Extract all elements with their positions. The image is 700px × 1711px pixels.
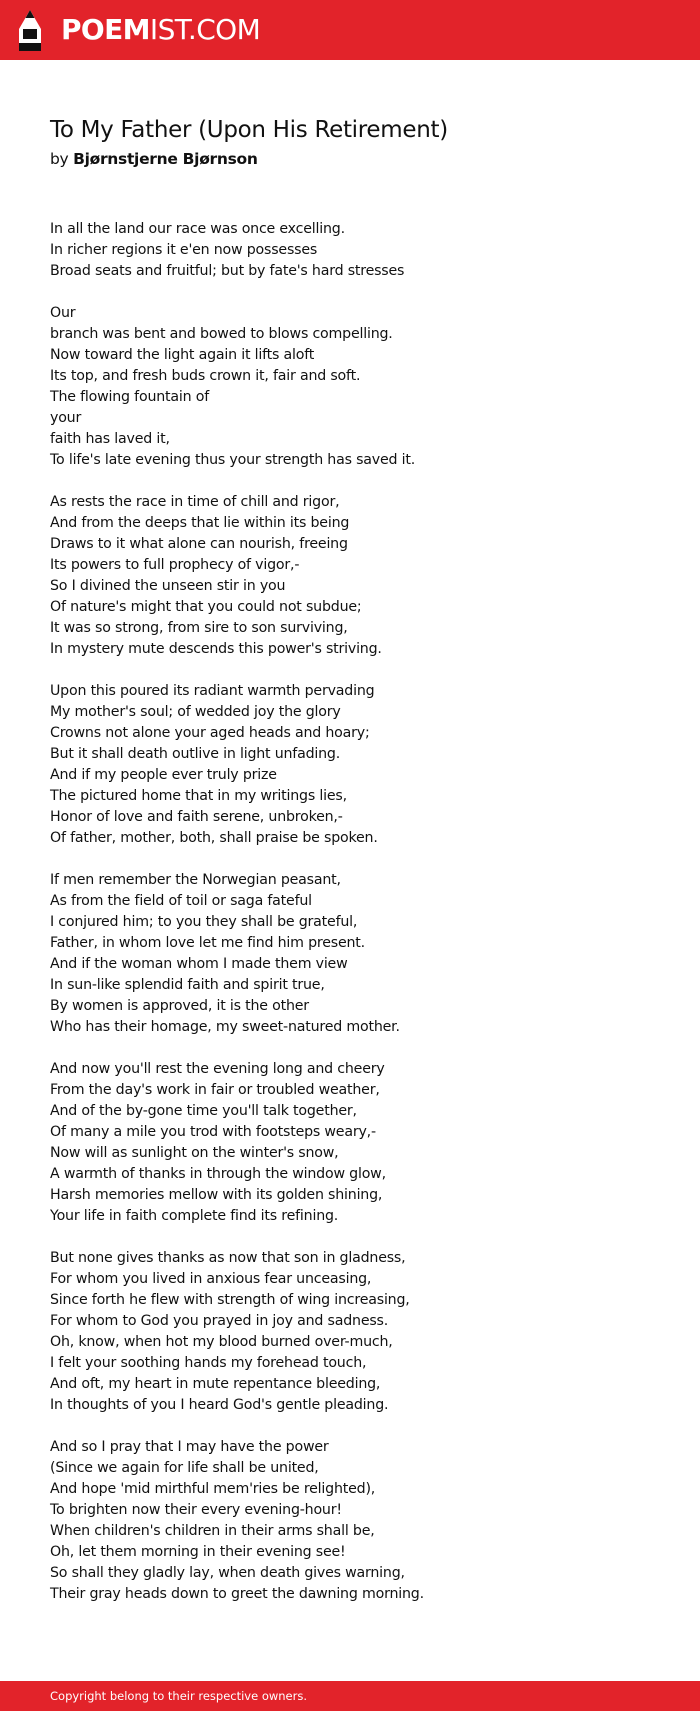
- byline: [50, 148, 258, 170]
- poem-line: As from the field of toil or saga fateful: [50, 893, 312, 909]
- poem-line: Oh, let them morning in their evening see!: [50, 1544, 346, 1560]
- poem-line: Its powers to full prophecy of vigor,-: [50, 557, 300, 573]
- site-footer: [0, 1681, 700, 1711]
- poem-line: branch was bent and bowed to blows compelling.: [50, 326, 393, 342]
- poem-line: And if my people ever truly prize: [50, 767, 277, 783]
- poem-line: And now you'll rest the evening long and cheery: [50, 1061, 385, 1077]
- stanza: [50, 1248, 670, 1416]
- poem-line: Since forth he flew with strength of wing increasing,: [50, 1292, 410, 1308]
- poem-line: Oh, know, when hot my blood burned over-much,: [50, 1334, 393, 1350]
- poem-line: Its top, and fresh buds crown it, fair and soft.: [50, 368, 361, 384]
- poem-line: In richer regions it e'en now possesses: [50, 242, 318, 258]
- poem-line: Our: [50, 305, 76, 321]
- poem-line: Of nature's might that you could not subdue;: [50, 599, 362, 615]
- poem-line: And hope 'mid mirthful mem'ries be relighted),: [50, 1481, 376, 1497]
- poem-line: For whom you lived in anxious fear unceasing,: [50, 1271, 372, 1287]
- pencil-logo-icon[interactable]: [17, 9, 43, 52]
- poem-line: A warmth of thanks in through the window glow,: [50, 1166, 386, 1182]
- poem-line: In sun-like splendid faith and spirit true,: [50, 977, 325, 993]
- poem-line: faith has laved it,: [50, 431, 170, 447]
- poem-line: Broad seats and fruitful; but by fate's hard stresses: [50, 263, 405, 279]
- poem-line: My mother's soul; of wedded joy the glory: [50, 704, 341, 720]
- poem-line: To life's late evening thus your strength has saved it.: [50, 452, 416, 468]
- poem-line: In all the land our race was once excelling.: [50, 221, 345, 237]
- poem-line: So shall they gladly lay, when death gives warning,: [50, 1565, 405, 1581]
- poem-line: It was so strong, from sire to son surviving,: [50, 620, 348, 636]
- poem-line: In mystery mute descends this power's striving.: [50, 641, 382, 657]
- poem-line: I conjured him; to you they shall be grateful,: [50, 914, 358, 930]
- poem-line: your: [50, 410, 82, 426]
- poem-line: And so I pray that I may have the power: [50, 1439, 329, 1455]
- poem-body: [50, 219, 670, 1626]
- poem-line: In thoughts of you I heard God's gentle pleading.: [50, 1397, 389, 1413]
- poem-line: Honor of love and faith serene, unbroken,-: [50, 809, 343, 825]
- poem-line: Crowns not alone your aged heads and hoary;: [50, 725, 370, 741]
- stanza: [50, 681, 670, 849]
- poem-line: And from the deeps that lie within its being: [50, 515, 350, 531]
- poem-line: For whom to God you prayed in joy and sadness.: [50, 1313, 389, 1329]
- poem-title: To My Father (Upon His Retirement): [50, 117, 448, 143]
- poem-line: If men remember the Norwegian peasant,: [50, 872, 341, 888]
- by-label: by: [50, 150, 69, 168]
- poem-line: Draws to it what alone can nourish, freeing: [50, 536, 348, 552]
- stanza: [50, 303, 670, 471]
- poem-line: Upon this poured its radiant warmth pervading: [50, 683, 375, 699]
- poem-line: Now will as sunlight on the winter's snow,: [50, 1145, 339, 1161]
- poem-line: Who has their homage, my sweet-natured mother.: [50, 1019, 400, 1035]
- poem-line: Of father, mother, both, shall praise be spoken.: [50, 830, 378, 846]
- poem-line: From the day's work in fair or troubled weather,: [50, 1082, 380, 1098]
- stanza: [50, 492, 670, 660]
- poem-line: And oft, my heart in mute repentance bleeding,: [50, 1376, 381, 1392]
- poem-line: By women is approved, it is the other: [50, 998, 309, 1014]
- poem-line: And if the woman whom I made them view: [50, 956, 348, 972]
- poem-line: (Since we again for life shall be united,: [50, 1460, 319, 1476]
- poem-line: Your life in faith complete find its refining.: [50, 1208, 339, 1224]
- stanza: [50, 1437, 670, 1605]
- poem-line: And of the by-gone time you'll talk together,: [50, 1103, 357, 1119]
- author-name: Bjørnstjerne Bjørnson: [73, 150, 258, 168]
- poem-line: When children's children in their arms shall be,: [50, 1523, 375, 1539]
- copyright-text: Copyright belong to their respective owners.: [50, 1689, 308, 1703]
- poem-line: To brighten now their every evening-hour!: [50, 1502, 342, 1518]
- logo-text-light: IST.COM: [149, 13, 261, 46]
- stanza: [50, 219, 670, 282]
- site-header: [0, 0, 700, 60]
- stanza: [50, 1059, 670, 1227]
- poem-line: Father, in whom love let me find him present.: [50, 935, 365, 951]
- site-logo[interactable]: [61, 12, 260, 48]
- poem-line: The flowing fountain of: [50, 389, 209, 405]
- poem-line: The pictured home that in my writings lies,: [50, 788, 347, 804]
- logo-text-bold: POEM: [61, 13, 150, 46]
- poem-line: I felt your soothing hands my forehead touch,: [50, 1355, 367, 1371]
- poem-line: As rests the race in time of chill and rigor,: [50, 494, 340, 510]
- poem-line: So I divined the unseen stir in you: [50, 578, 286, 594]
- poem-line: But it shall death outlive in light unfading.: [50, 746, 341, 762]
- poem-line: But none gives thanks as now that son in gladness,: [50, 1250, 406, 1266]
- stanza: [50, 870, 670, 1038]
- poem-line: Harsh memories mellow with its golden shining,: [50, 1187, 383, 1203]
- poem-line: Now toward the light again it lifts aloft: [50, 347, 315, 363]
- poem-line: Their gray heads down to greet the dawning morning.: [50, 1586, 424, 1602]
- poem-line: Of many a mile you trod with footsteps weary,-: [50, 1124, 376, 1140]
